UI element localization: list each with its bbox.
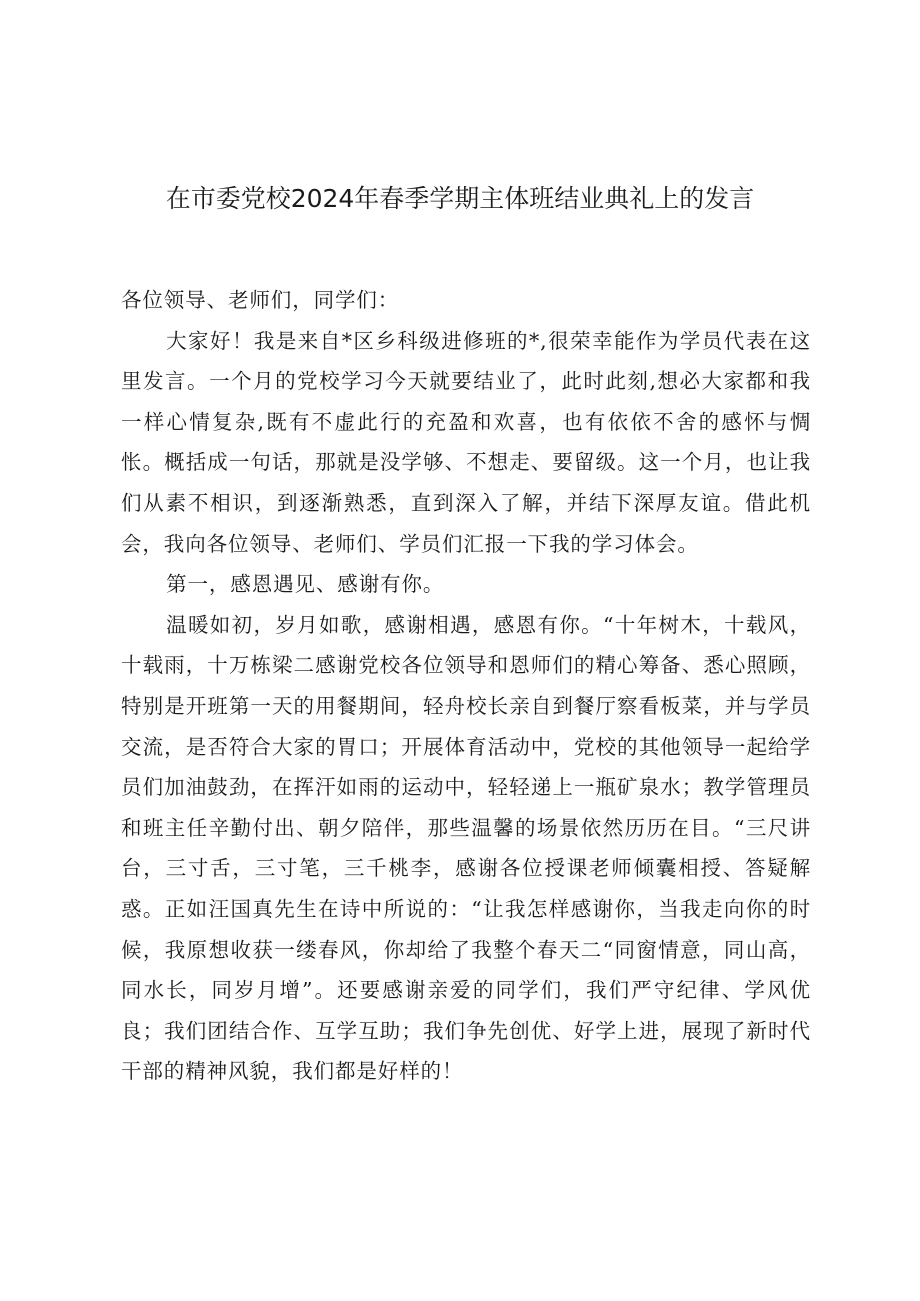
paragraph-gratitude: 温暖如初，岁月如歌，感谢相遇，感恩有你。“十年树木，十载风，十载雨，十万栋梁二感谢党校各位领导和恩师们的精心筹备、悉心照顾，特别是开班第一天的用餐期间，轻舟校长亲自到餐厅察看板菜，并与学员交流，是否符合大家的胃口；开展体育活动中，党校的其他领导一起给学员们加油鼓劲，在挥汗如雨的运动中，轻轻递上一瓶矿泉水；教学管理员和班主任辛勤付出、朝夕陪伴，那些温馨的场景依然历历在目。“三尺讲台，三寸舌，三寸笔，三千桃李，感谢各位授课老师倾囊相授、答疑解惑。正如汪国真先生在诗中所说的：“让我怎样感谢你，当我走向你的时候，我原想收获一缕春风，你却给了我整个春天二“同窗情意，同山高，同水长，同岁月增”。还要感谢亲爱的同学们，我们严守纪律、学风优良；我们团结合作、互学互助；我们争先创优、好学上进，展现了新时代干部的精神风貌，我们都是好样的！ [121, 612, 811, 1084]
section-heading-first: 第一，感恩遇见、感谢有你。 [166, 572, 445, 597]
paragraph-greeting: 大家好！我是来自*区乡科级进修班的*,很荣幸能作为学员代表在这里发言。一个月的党校学习今天就要结业了，此时此刻,想必大家都和我一样心情复杂,既有不虚此行的充盈和欢喜，也有依依不舍的感怀与惆怅。概括成一句话，那就是没学够、不想走、要留级。这一个月，也让我们从素不相识，到逐渐熟悉，直到深入了解，并结下深厚友谊。借此机会，我向各位领导、老师们、学员们汇报一下我的学习体会。 [121, 328, 811, 556]
salutation: 各位领导、老师们，同学们： [121, 288, 400, 312]
document-body [121, 280, 811, 1092]
page-title: 在市委党校2024年春季学期主体班结业典礼上的发言 [165, 184, 755, 213]
